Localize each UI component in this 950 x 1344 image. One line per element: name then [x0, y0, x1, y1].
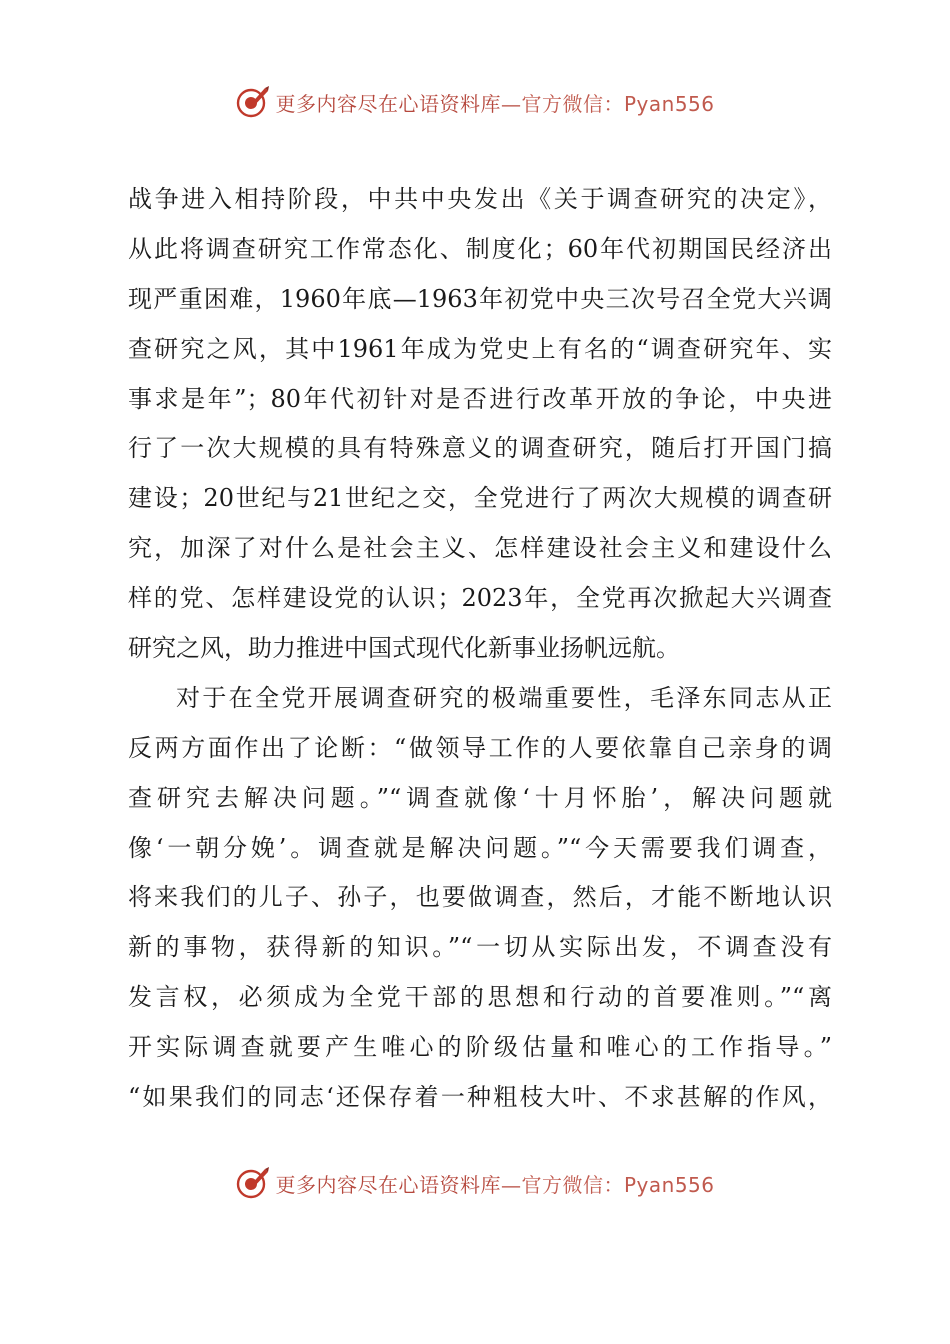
banner-separator: — [500, 1172, 522, 1197]
text-line: 查研究之风，其中1961年成为党史上有名的“调查研究年、实 [128, 334, 832, 363]
text-line: 像‘一朝分娩’。调查就是解决问题。”“今天需要我们调查， [128, 833, 832, 862]
banner-text [275, 88, 714, 117]
text-line: 开实际调查就要产生唯心的阶级估量和唯心的工作指导。” [128, 1033, 832, 1062]
paragraph-1 [128, 175, 832, 674]
banner-site-text: 更多内容尽在心语资料库 [275, 1172, 501, 1197]
text-line: 究，加深了对什么是社会主义、怎样建设社会主义和建设什么 [128, 534, 832, 563]
text-line: 反两方面作出了论断：“做领导工作的人要依靠自己亲身的调 [128, 733, 832, 762]
text-line: 对于在全党开展调查研究的极端重要性，毛泽东同志从正 [176, 683, 832, 712]
paragraph-2 [128, 674, 832, 1123]
text-line: 新的事物，获得新的知识。”“一切从实际出发，不调查没有 [128, 933, 832, 962]
text-line: “如果我们的同志‘还保存着一种粗枝大叶、不求甚解的作风， [128, 1083, 832, 1112]
footer-banner [0, 1163, 950, 1203]
document-body [128, 175, 832, 1123]
text-line: 研究之风，助力推进中国式现代化新事业扬帆远航。 [128, 634, 680, 663]
banner-wechat-label: 官方微信： [521, 1172, 624, 1197]
text-line: 将来我们的儿子、孙子，也要做调查，然后，才能不断地认识 [128, 883, 832, 912]
header-banner [0, 82, 950, 122]
banner-wechat-id: Pyan556 [623, 1172, 715, 1197]
text-line: 现严重困难，1960年底—1963年初党中央三次号召全党大兴调 [128, 284, 832, 313]
text-line: 建设；20世纪与21世纪之交，全党进行了两次大规模的调查研 [128, 484, 832, 513]
text-line: 样的党、怎样建设党的认识；2023年，全党再次掀起大兴调查 [128, 584, 832, 613]
text-line: 事求是年”；80年代初针对是否进行改革开放的争论，中央进 [128, 384, 832, 413]
banner-text [275, 1169, 714, 1198]
text-line: 从此将调查研究工作常态化、制度化；60年代初期国民经济出 [128, 234, 832, 263]
banner-separator: — [500, 91, 522, 116]
text-line: 行了一次大规模的具有特殊意义的调查研究，随后打开国门搞 [128, 434, 832, 463]
banner-site-text: 更多内容尽在心语资料库 [275, 91, 501, 116]
banner-wechat-label: 官方微信： [521, 91, 624, 116]
pen-logo-icon [235, 84, 271, 120]
text-line: 战争进入相持阶段，中共中央发出《关于调查研究的决定》， [128, 185, 832, 213]
pen-logo-icon [235, 1165, 271, 1201]
text-line: 查研究去解决问题。”“调查就像‘十月怀胎’，解决问题就 [128, 783, 832, 812]
text-line: 发言权，必须成为全党干部的思想和行动的首要准则。”“离 [128, 983, 832, 1012]
banner-wechat-id: Pyan556 [623, 91, 715, 116]
